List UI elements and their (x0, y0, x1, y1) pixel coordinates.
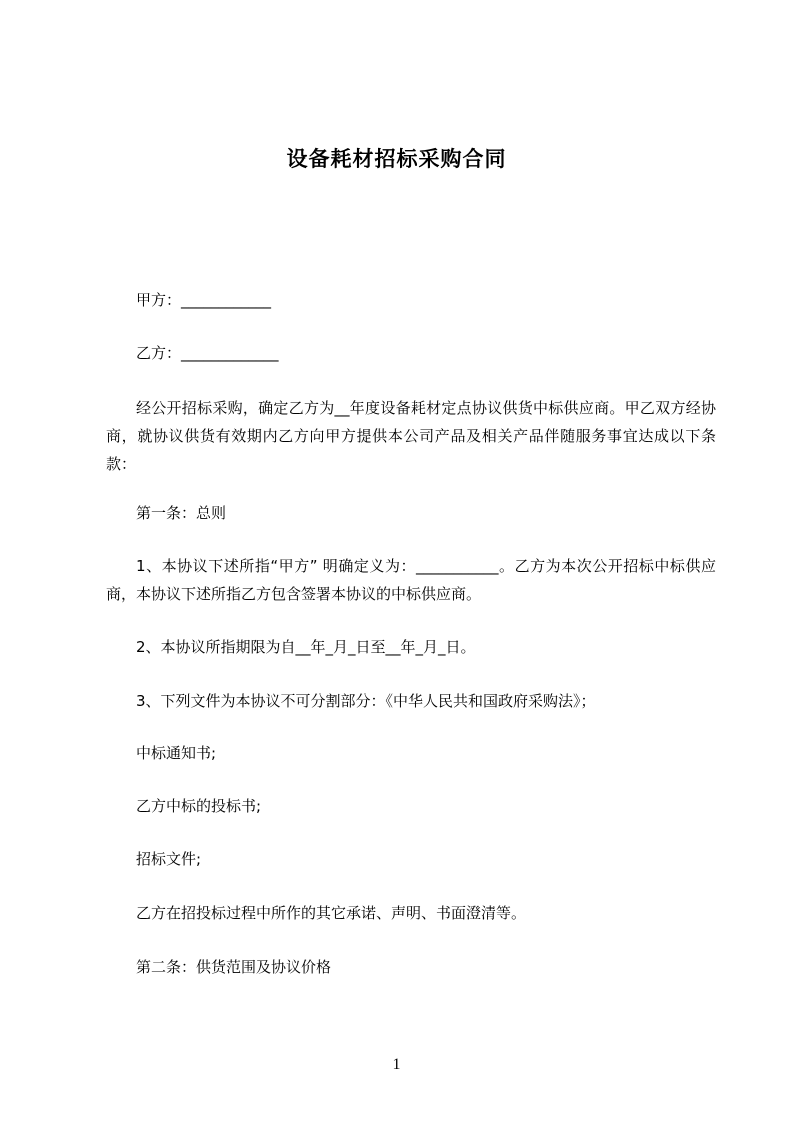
clause-2-line: 2、本协议所指期限为自__年_月_日至__年_月_日。 (136, 638, 476, 656)
doc-item-award-notice: 中标通知书; (136, 744, 217, 762)
page-number: 1 (392, 1056, 401, 1073)
article-1-heading: 第一条：总则 (136, 504, 227, 522)
article-2-heading: 第二条：供货范围及协议价格 (136, 958, 332, 976)
doc-item-commitments: 乙方在招投标过程中所作的其它承诺、声明、书面澄清等。 (136, 904, 527, 922)
clause-1-paragraph: 1、本协议下述所指“甲方” 明确定义为：___________。乙方为本次公开招标中标供应商，本协议下述所指乙方包含签署本协议的中标供应商。 (106, 557, 716, 603)
party-b-line: 乙方：_____________ (136, 344, 279, 362)
document-title: 设备耗材招标采购合同 (286, 147, 507, 171)
intro-paragraph: 经公开招标采购，确定乙方为__年度设备耗材定点协议供货中标供应商。甲乙双方经协商，就协议供货有效期内乙方向甲方提供本公司产品及相关产品伴随服务事宜达成以下条款： (106, 399, 716, 473)
party-a-line: 甲方：____________ (136, 291, 272, 309)
doc-item-bid: 乙方中标的投标书; (136, 797, 262, 815)
clause-3-line: 3、下列文件为本协议不可分割部分：《中华人民共和国政府采购法》； (136, 692, 596, 710)
doc-item-tender-docs: 招标文件; (136, 850, 202, 868)
